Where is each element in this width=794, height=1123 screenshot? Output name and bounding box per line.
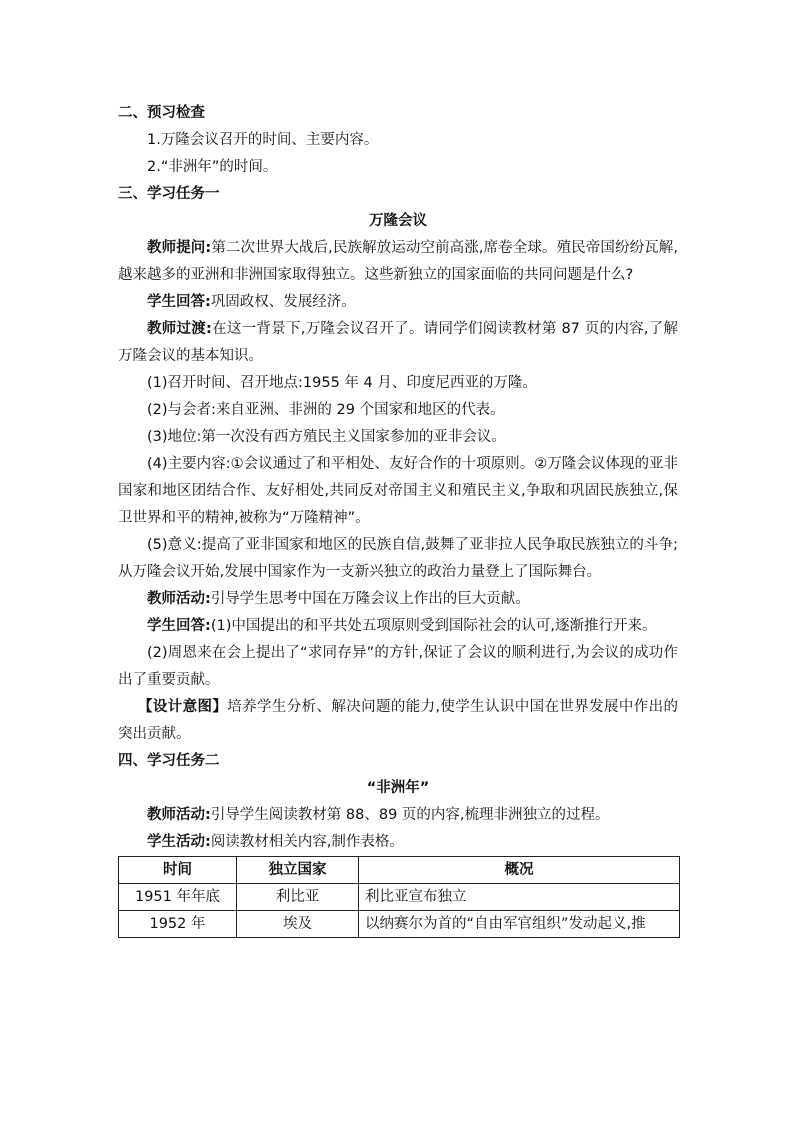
label: 教师提问:: [147, 240, 212, 256]
student-answer: [118, 289, 678, 316]
label: 【设计意图】: [138, 699, 228, 715]
teacher-activity-2: [118, 802, 678, 829]
student-answer-2-cont: (2)周恩来在会上提出了“求同存异”的方针,保证了会议的顺利进行,为会议的成功作出了重要贡献。: [118, 645, 678, 688]
text: (1)中国提出的和平共处五项原则受到国际社会的认可,逐渐推行开来。: [210, 618, 657, 634]
section-4-subtitle: “非洲年”: [366, 780, 430, 796]
cell-time: 1951 年年底: [119, 884, 237, 911]
text: 培养学生分析、解决问题的能力,使学生认识中国在世界发展中作出的突出贡献。: [118, 699, 678, 742]
independence-table: [118, 856, 680, 938]
preview-question-2: 2.“非洲年”的时间。: [147, 159, 278, 175]
cell-overview: 以纳赛尔为首的“自由军官组织”发动起义,推: [359, 911, 680, 938]
document-page: [118, 100, 678, 938]
section-3-heading: 三、学习任务一: [118, 186, 220, 202]
cell-country: 埃及: [237, 911, 359, 938]
item-2: (2)与会者:来自亚洲、非洲的 29 个国家和地区的代表。: [147, 402, 505, 418]
header-overview: 概况: [359, 857, 680, 884]
text: 第二次世界大战后,民族解放运动空前高涨,席卷全球。殖民帝国纷纷瓦解,越来越多的亚洲和非洲国家取得独立。这些新独立的国家面临的共同问题是什么?: [118, 240, 678, 283]
teacher-transition: [118, 316, 678, 370]
student-activity: [118, 829, 678, 856]
label: 教师活动:: [147, 591, 211, 607]
table-row: [119, 884, 680, 911]
header-country: 独立国家: [237, 857, 359, 884]
table-header-row: [119, 857, 680, 884]
section-4-heading: 四、学习任务二: [118, 753, 220, 769]
cell-country: 利比亚: [237, 884, 359, 911]
label: 学生活动:: [147, 834, 211, 850]
item-4: (4)主要内容:①会议通过了和平相处、友好合作的十项原则。②万隆会议体现的亚非国家和地区团结合作、友好相处,共同反对帝国主义和殖民主义,争取和巩固民族独立,保卫世界和平的精神,被称为“万隆精神”。: [118, 456, 678, 526]
student-answer-2: [118, 613, 678, 640]
header-time: 时间: [119, 857, 237, 884]
text: 巩固政权、发展经济。: [210, 294, 356, 310]
label: 学生回答:: [147, 618, 211, 634]
teacher-question: [118, 235, 678, 289]
label: 教师过渡:: [147, 321, 212, 337]
teacher-activity: [118, 586, 678, 613]
table-row: [119, 911, 680, 938]
item-5: (5)意义:提高了亚非国家和地区的民族自信,鼓舞了亚非拉人民争取民族独立的斗争;从万隆会议开始,发展中国家作为一支新兴独立的政治力量登上了国际舞台。: [118, 537, 678, 580]
item-1: (1)召开时间、召开地点:1955 年 4 月、印度尼西亚的万隆。: [147, 375, 537, 391]
cell-overview: 利比亚宣布独立: [359, 884, 680, 911]
text: 在这一背景下,万隆会议召开了。请同学们阅读教材第 87 页的内容,了解万隆会议的基本知识。: [118, 321, 678, 364]
section-2-heading: 二、预习检查: [118, 105, 205, 121]
text: 引导学生阅读教材第 88、89 页的内容,梳理非洲独立的过程。: [210, 807, 610, 823]
label: 教师活动:: [147, 807, 211, 823]
preview-question-1: 1.万隆会议召开的时间、主要内容。: [147, 132, 379, 148]
design-intent: [118, 694, 678, 748]
text: 阅读教材相关内容,制作表格。: [210, 834, 404, 850]
section-3-subtitle: 万隆会议: [369, 213, 427, 229]
label: 学生回答:: [147, 294, 211, 310]
item-3: (3)地位:第一次没有西方殖民主义国家参加的亚非会议。: [147, 429, 506, 445]
cell-time: 1952 年: [119, 911, 237, 938]
text: 引导学生思考中国在万隆会议上作出的巨大贡献。: [210, 591, 530, 607]
